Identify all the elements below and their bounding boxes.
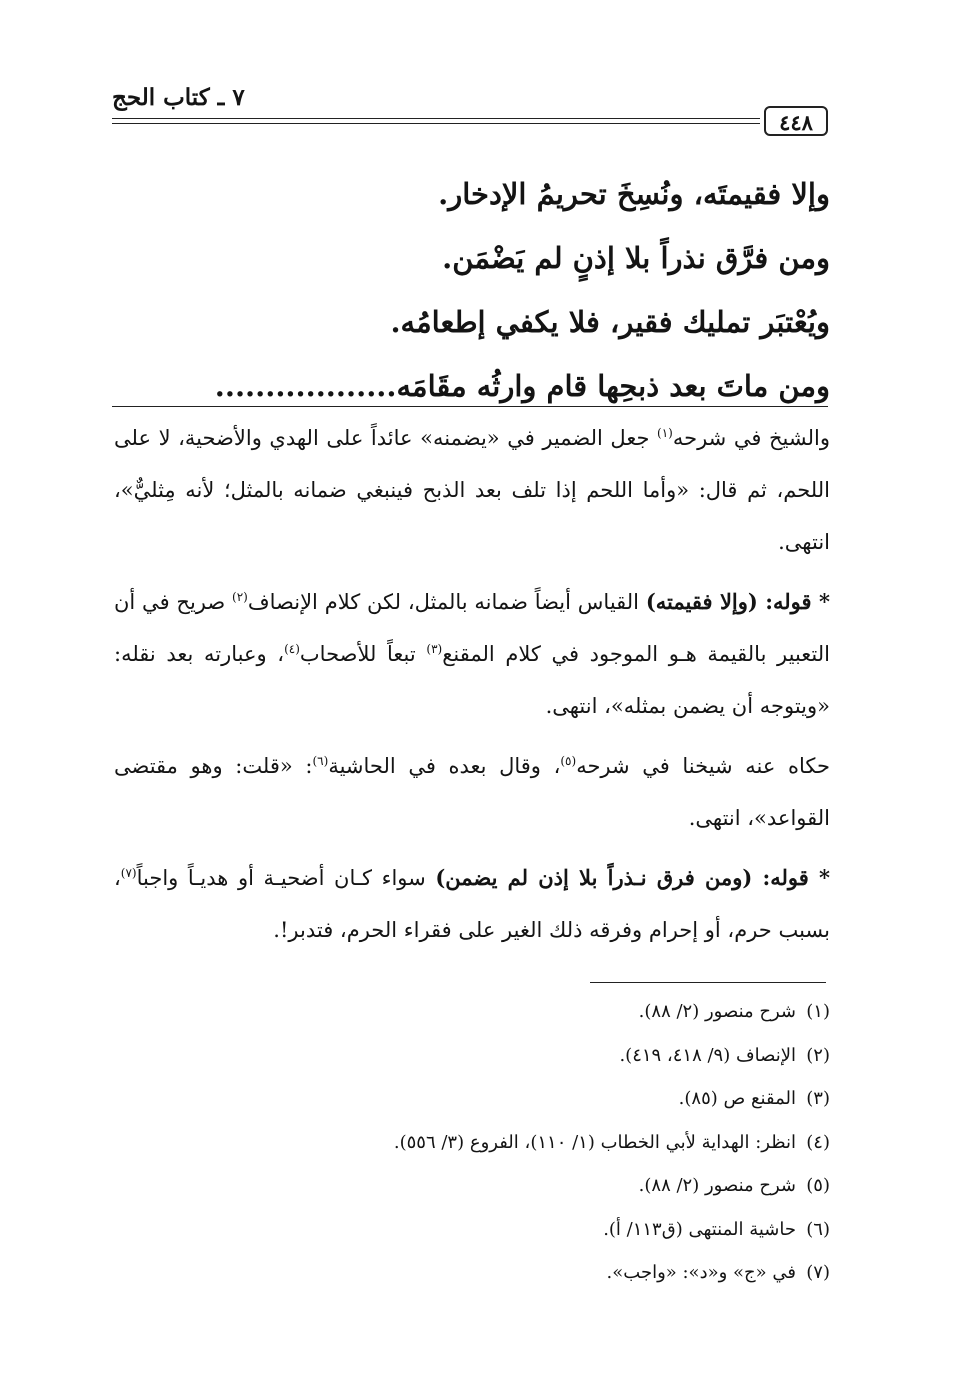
footnote-text: الإنصاف (٩/ ٤١٨، ٤١٩).	[619, 1044, 796, 1066]
matn-line: ويُعْتبَر تمليك فقير، فلا يكفي إطعامُه.	[390, 305, 830, 339]
footnote-item	[114, 1125, 830, 1169]
matn-dots: ..................	[214, 369, 397, 403]
footnote-number: (٥)	[806, 1175, 830, 1196]
matn-line: ومن فرَّق نذراً بلا إذنٍ لم يَضْمَن.	[442, 241, 830, 275]
footnote-text: شرح منصور (٢/ ٨٨).	[638, 1001, 796, 1022]
text-run: والشيخ في شرحه	[672, 426, 830, 450]
commentary-text	[114, 412, 830, 964]
footnote-number: (٦)	[806, 1218, 830, 1240]
text-run: حكاه عنه شيخنا في شرحه	[576, 754, 830, 778]
footnote-rule	[590, 982, 826, 983]
matn-text	[120, 162, 830, 418]
footnote-number: (٣)	[806, 1088, 830, 1109]
footnote-ref[interactable]: (٣)	[426, 642, 443, 656]
footnote-text: المقنع ص (٨٥).	[678, 1088, 796, 1109]
text-run: جعل الضمير في «يضمنه» عائداً على الهدي والأضحية، لا على اللحم، ثم قال: «وأما اللحم إذا تلف بعد الذبح فينبغي ضمانه بالمثل؛ لأنه مِثليٌّ»، انتهى.	[114, 426, 830, 554]
footnote-item	[114, 1255, 830, 1299]
footnote-ref[interactable]: (٥)	[560, 754, 577, 768]
footnote-ref[interactable]: (٢)	[232, 590, 248, 604]
page-number: ٤٤٨	[764, 106, 828, 136]
matn-line: وإلا فقيمتَه، ونُسِخَ تحريمُ الإدخار.	[438, 177, 830, 211]
footnote-item	[114, 994, 830, 1038]
footnote-text: حاشية المنتهى (ق١١٣/ أ).	[603, 1218, 796, 1240]
commentary-paragraph	[114, 852, 830, 956]
text-run: تبعاً للأصحاب	[299, 642, 427, 666]
text-run: ، وقال بعده في الحاشية	[328, 754, 561, 778]
header-rule	[112, 118, 760, 124]
page-header	[112, 84, 828, 144]
text-run: ، بسبب حرم، أو إحرام وفرقه ذلك الغير على فقراء الحرم، فتدبر!.	[114, 866, 830, 942]
footnote-item	[114, 1081, 830, 1125]
matn-divider	[112, 406, 828, 407]
footnote-item	[114, 1038, 830, 1082]
text-run: ، وعبارته بعد نقله: «ويتوجه أن يضمن بمثله»، انتهى.	[114, 642, 830, 718]
footnote-number: (٤)	[806, 1131, 830, 1153]
text-run: سواء كـان أضحيـة أو هديـاً واجباً	[136, 866, 436, 890]
matn-line	[120, 354, 830, 418]
chapter-title: ٧ ـ كتاب الحج	[112, 84, 245, 111]
commentary-paragraph	[114, 412, 830, 568]
footnote-text: انظر: الهداية لأبي الخطاب (١/ ١١٠)، الفروع (٣/ ٥٥٦).	[393, 1131, 796, 1153]
commentary-paragraph	[114, 740, 830, 844]
footnote-ref[interactable]: (١)	[657, 426, 673, 440]
quoted-matn: (ومن فرق نـذراً بلا إذن لم يضمن)	[435, 865, 753, 890]
footnote-text: في «ج» و«د»: «واجب».	[606, 1262, 796, 1283]
star-marker: * قوله:	[757, 589, 830, 614]
commentary-paragraph	[114, 576, 830, 732]
footnote-text: شرح منصور (٢/ ٨٨).	[638, 1175, 796, 1196]
text-run: : «قلت: وهو مقتضى القواعد»، انتهى.	[114, 754, 830, 830]
text-run: القياس أيضاً ضمانه بالمثل، لكن كلام الإنصاف	[247, 590, 646, 614]
matn-line-text: ومن ماتَ بعد ذبحِها قام وارثُه مقَامَه	[396, 369, 830, 403]
footnote-number: (٧)	[806, 1262, 830, 1283]
footnote-ref[interactable]: (٦)	[312, 754, 329, 768]
text-run: صريح في أن التعبير بالقيمة هـو الموجود في كلام المقنع	[114, 590, 831, 666]
footnote-item	[114, 1212, 830, 1256]
footnote-item	[114, 1168, 830, 1212]
footnote-ref[interactable]: (٧)	[120, 866, 137, 880]
footnotes	[114, 994, 830, 1299]
quoted-matn: (وإلا فقيمته)	[645, 589, 758, 614]
star-marker: * قوله:	[752, 865, 830, 890]
footnote-ref[interactable]: (٤)	[284, 642, 300, 656]
footnote-number: (٢)	[806, 1044, 830, 1066]
footnote-number: (١)	[806, 1001, 830, 1022]
